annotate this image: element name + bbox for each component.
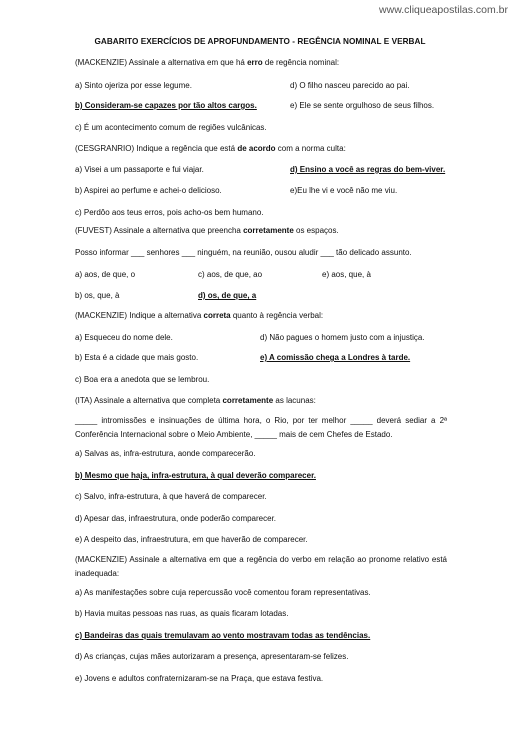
q1-option-e: e) Ele se sente orgulhoso de seus filhos. — [290, 101, 435, 110]
q1-option-c: c) É um acontecimento comum de regiões vulcânicas. — [75, 123, 267, 132]
q3-sentence: Posso informar ___ senhores ___ ninguém, na reunião, ousou aludir ___ tão delicado assunto. — [75, 248, 412, 257]
q6-option-e: e) Jovens e adultos confraternizaram-se na Praça, que estava festiva. — [75, 674, 324, 683]
q3-option-d-answer: d) os, de que, a — [198, 291, 257, 300]
q2-intro: (CESGRANRIO) Indique a regência que está de acordo com a norma culta: — [75, 144, 346, 153]
q5-intro: (ITA) Assinale a alternativa que completa corretamente as lacunas: — [75, 396, 316, 405]
q5-option-c: c) Salvo, infra-estrutura, à que haverá de comparecer. — [75, 492, 267, 501]
q5-option-d: d) Apesar das, infraestrutura, onde poderão comparecer. — [75, 514, 277, 523]
q5-option-e: e) A despeito das, infraestrutura, em que haverão de comparecer. — [75, 535, 308, 544]
q6-option-d: d) As crianças, cujas mães autorizaram a presença, apresentaram-se felizes. — [75, 652, 349, 661]
q1-option-b-answer: b) Consideram-se capazes por tão altos cargos. — [75, 101, 257, 110]
q4-option-b: b) Esta é a cidade que mais gosto. — [75, 353, 199, 362]
q2-option-b: b) Aspirei ao perfume e achei-o delicioso. — [75, 186, 222, 195]
q6-intro: (MACKENZIE) Assinale a alternativa em que a regência do verbo em relação ao pronome relativo está inadequada: — [75, 555, 447, 578]
q2-option-d-answer: d) Ensino a você as regras do bem-viver. — [290, 165, 446, 174]
q5-option-a: a) Salvas as, infra-estrutura, aonde comparecerão. — [75, 449, 256, 458]
q5-option-b-answer: b) Mesmo que haja, infra-estrutura, à qual deverão comparecer. — [75, 471, 316, 480]
q3-intro: (FUVEST) Assinale a alternativa que preencha corretamente os espaços. — [75, 226, 339, 235]
q2-option-c: c) Perdôo aos teus erros, pois acho-os bem humano. — [75, 208, 264, 217]
q4-option-a: a) Esqueceu do nome dele. — [75, 333, 173, 342]
q1-intro: (MACKENZIE) Assinale a alternativa em que há erro de regência nominal: — [75, 58, 340, 67]
q6-option-a: a) As manifestações sobre cuja repercussão você comentou foram representativas. — [75, 588, 371, 597]
q3-option-c: c) aos, de que, ao — [198, 270, 263, 279]
q5-passage: _____ intromissões e insinuações de última hora, o Rio, por ter melhor _____ deverá sediar a 2ª Conferência Internacional sobre o Meio Ambiente, _____ mais de cem Chefes de Estado. — [75, 416, 447, 439]
q4-option-d: d) Não pagues o homem justo com a injustiça. — [260, 333, 425, 342]
q3-option-b: b) os, que, à — [75, 291, 120, 300]
q3-option-a: a) aos, de que, o — [75, 270, 136, 279]
page-title: GABARITO EXERCÍCIOS DE APROFUNDAMENTO - REGÊNCIA NOMINAL E VERBAL — [94, 37, 426, 46]
q4-option-c: c) Boa era a anedota que se lembrou. — [75, 375, 210, 384]
q4-intro: (MACKENZIE) Indique a alternativa correta quanto à regência verbal: — [75, 311, 324, 320]
q2-option-e: e)Eu lhe vi e você não me viu. — [290, 186, 398, 195]
site-url[interactable]: www.cliqueapostilas.com.br — [379, 4, 508, 16]
q3-option-e: e) aos, que, à — [322, 270, 371, 279]
q2-option-a: a) Visei a um passaporte e fui viajar. — [75, 165, 204, 174]
q6-option-b: b) Havia muitas pessoas nas ruas, as quais ficaram lotadas. — [75, 609, 289, 618]
q1-option-a: a) Sinto ojeriza por esse legume. — [75, 81, 192, 90]
q1-option-d: d) O filho nasceu parecido ao pai. — [290, 81, 410, 90]
q6-option-c-answer: c) Bandeiras das quais tremulavam ao vento mostravam todas as tendências. — [75, 631, 371, 640]
q4-option-e-answer: e) A comissão chega a Londres à tarde. — [260, 353, 411, 362]
